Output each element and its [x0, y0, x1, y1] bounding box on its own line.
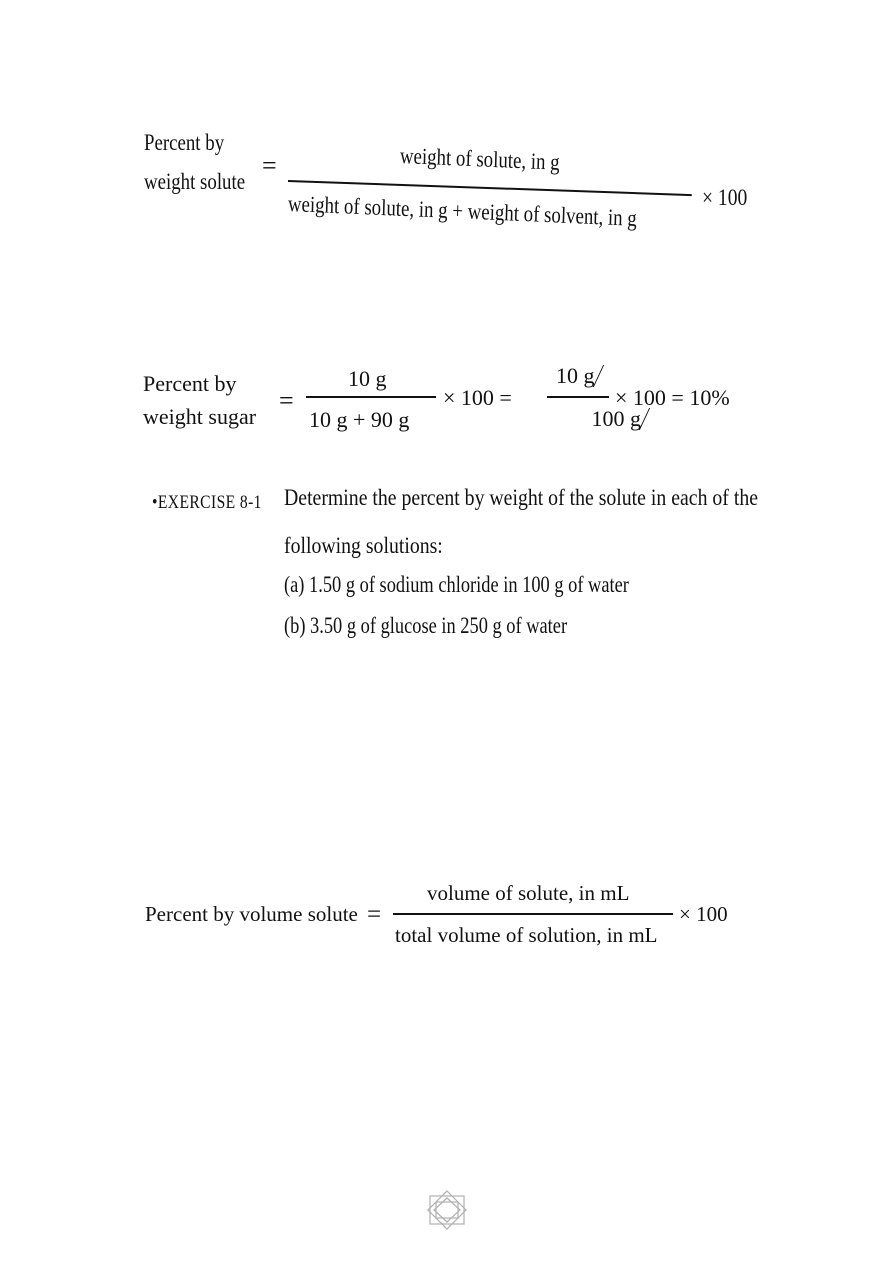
formula1-numerator: weight of solute, in g: [399, 143, 561, 175]
exercise-intro-line2: following solutions:: [284, 533, 443, 558]
formula2-frac2-bar: [547, 396, 609, 398]
formula2-result: × 100 = 10%: [615, 385, 730, 410]
formula2-frac2-numerator: 10 g: [556, 363, 595, 388]
formula-percent-volume: [0, 870, 893, 960]
formula3-denominator: total volume of solution, in mL: [395, 923, 658, 947]
formula3-numerator: volume of solute, in mL: [427, 881, 630, 905]
exercise-intro-line1: Determine the percent by weight of the solute in each of the: [284, 485, 759, 510]
exercise-tag: •EXERCISE 8-1: [152, 492, 262, 513]
formula2-label-line1: Percent by: [143, 371, 237, 396]
formula-percent-weight-sugar: [0, 350, 893, 450]
formula3-equals: =: [367, 901, 382, 928]
formula2-equals: =: [279, 386, 294, 415]
octagram-logo-icon: [424, 1190, 470, 1230]
formula1-equals: =: [262, 151, 277, 180]
formula3-fraction-bar: [393, 913, 673, 915]
formula1-denominator: weight of solute, in g + weight of solvent, in g: [287, 191, 638, 231]
formula-percent-weight-general: [0, 0, 893, 270]
formula2-frac1-bar: [306, 396, 436, 398]
exercise-8-1: [0, 478, 893, 668]
formula2-frac1-denominator: 10 g + 90 g: [309, 407, 410, 432]
formula1-label-line1: Percent by: [144, 130, 225, 155]
formula2-label-line2: weight sugar: [143, 404, 257, 429]
formula3-label: Percent by volume solute: [145, 902, 358, 926]
exercise-item-a: (a) 1.50 g of sodium chloride in 100 g of water: [284, 572, 629, 597]
formula2-times1: × 100 =: [443, 385, 512, 410]
formula1-multiplier: × 100: [702, 185, 748, 210]
formula3-multiplier: × 100: [679, 902, 728, 926]
exercise-item-b: (b) 3.50 g of glucose in 250 g of water: [284, 613, 568, 638]
formula2-frac2-denominator: 100 g: [591, 406, 641, 431]
formula1-label-line2: weight solute: [144, 169, 246, 194]
formula2-frac1-numerator: 10 g: [348, 366, 387, 391]
